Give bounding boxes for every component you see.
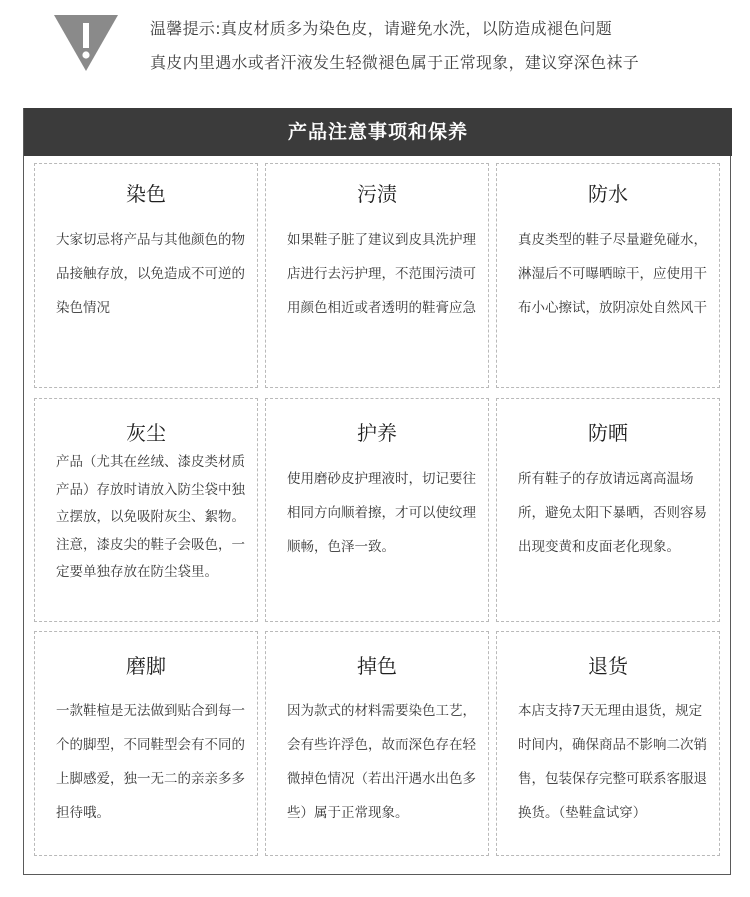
card-title: 护养 xyxy=(357,421,397,445)
notice-line-2: 真皮内里遇水或者汗液发生轻微褪色属于正常现象，建议穿深色袜子 xyxy=(150,53,640,72)
card-waterproof xyxy=(496,163,720,388)
card-returns xyxy=(496,631,720,856)
card-title: 灰尘 xyxy=(126,421,166,445)
card-dust xyxy=(34,398,258,622)
card-title: 退货 xyxy=(588,654,628,678)
card-title: 染色 xyxy=(126,182,166,206)
card-title: 污渍 xyxy=(357,182,397,206)
warning-triangle-icon xyxy=(52,13,120,73)
panel-title: 产品注意事项和保养 xyxy=(24,108,732,156)
card-title: 磨脚 xyxy=(126,654,166,678)
notice-line-1: 温馨提示:真皮材质多为染色皮，请避免水洗，以防造成褪色问题 xyxy=(150,19,613,38)
card-body: 使用磨砂皮护理液时，切记要往相同方向顺着擦，才可以使纹理顺畅，色泽一致。 xyxy=(287,471,476,555)
card-body: 因为款式的材料需要染色工艺，会有些许浮色，故而深色存在轻微掉色情况（若出汗遇水出色多些）属于正常现象。 xyxy=(287,703,476,821)
card-chafing xyxy=(34,631,258,856)
card-title: 防晒 xyxy=(588,421,628,445)
care-panel xyxy=(23,108,731,875)
card-body: 真皮类型的鞋子尽量避免碰水，淋湿后不可曝晒晾干，应使用干布小心擦试，放阴凉处自然风干 xyxy=(518,232,707,316)
card-color-fading xyxy=(265,631,489,856)
card-body: 如果鞋子脏了建议到皮具洗护理店进行去污护理，不范围污渍可用颜色相近或者透明的鞋膏应急 xyxy=(287,232,476,316)
card-body: 一款鞋楦是无法做到贴合到每一个的脚型，不同鞋型会有不同的上脚感爱，独一无二的亲亲多多担待哦。 xyxy=(56,703,245,821)
card-body: 产品（尤其在丝绒、漆皮类材质产品）存放时请放入防尘袋中独立摆放，以免吸附灰尘、絮物。注意，漆皮尖的鞋子会吸色，一定要单独存放在防尘袋里。 xyxy=(56,454,245,580)
card-body: 所有鞋子的存放请远离高温场所，避免太阳下暴晒，否则容易出现变黄和皮面老化现象。 xyxy=(518,471,707,555)
card-maintenance xyxy=(265,398,489,622)
card-dyeing xyxy=(34,163,258,388)
card-body: 大家切忌将产品与其他颜色的物品接触存放，以免造成不可逆的染色情况 xyxy=(56,232,245,316)
card-title: 防水 xyxy=(588,182,628,206)
card-stains xyxy=(265,163,489,388)
card-sun-protection xyxy=(496,398,720,622)
card-title: 掉色 xyxy=(357,654,397,678)
care-notice xyxy=(0,0,750,100)
card-body: 本店支持7天无理由退货，规定时间内，确保商品不影响二次销售，包装保存完整可联系客服退换货。（垫鞋盒试穿） xyxy=(518,703,707,821)
